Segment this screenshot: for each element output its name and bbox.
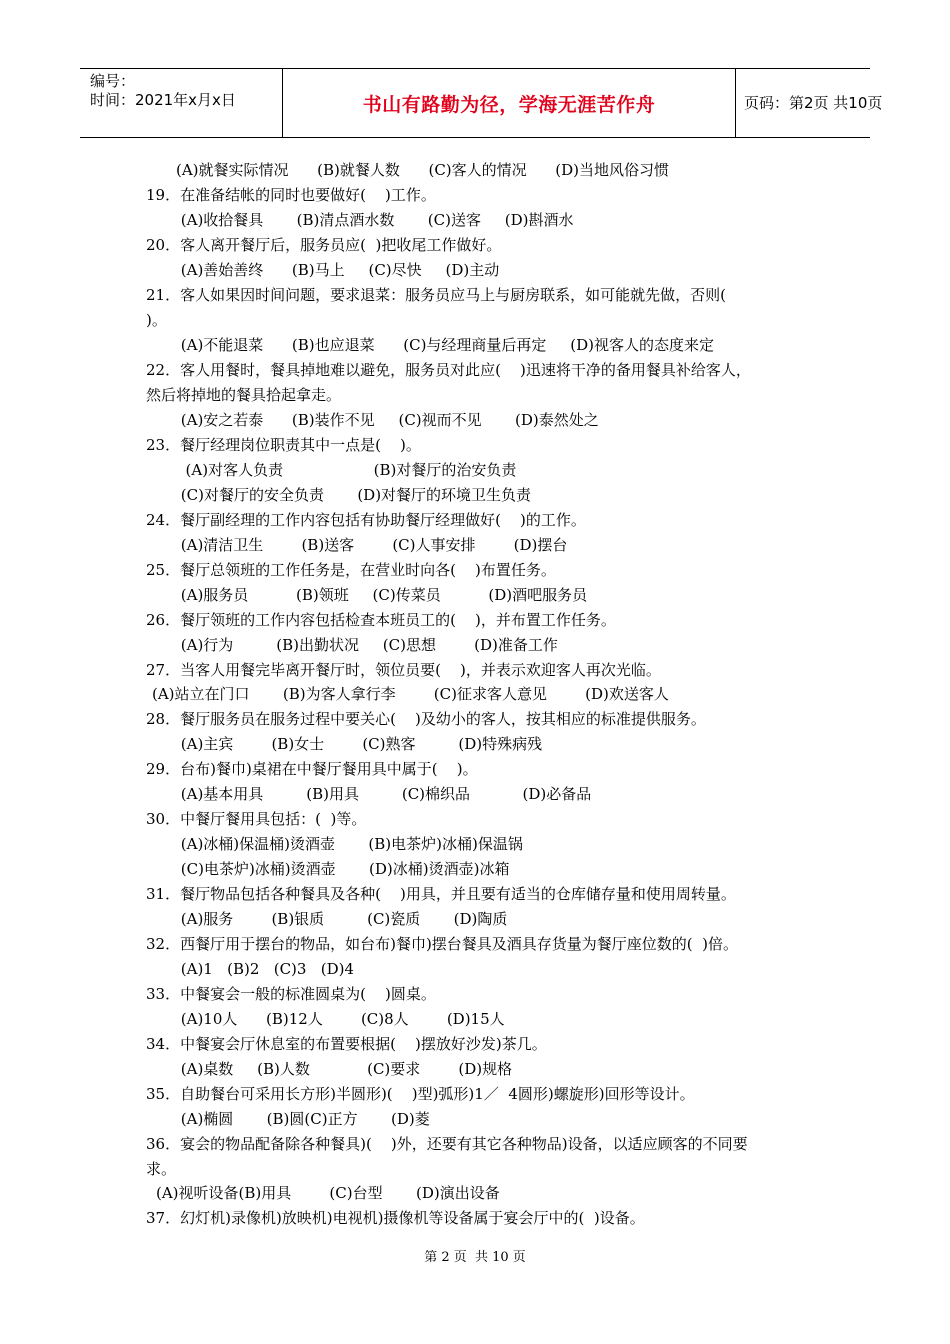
options-line: (C)电茶炉)冰桶)烫酒壶 (D)冰桶)烫酒壶)冰箱	[176, 860, 510, 878]
options-line: (A)基本用具 (B)用具 (C)棉织品 (D)必备品	[176, 785, 592, 803]
options-line: (A)服务 (B)银质 (C)瓷质 (D)陶质	[176, 910, 508, 928]
question-line: 35．自助餐台可采用长方形)半圆形)( )型)弧形)1／ 4圆形)螺旋形)回形等设计。	[146, 1085, 695, 1103]
question-line: 24．餐厅副经理的工作内容包括有协助餐厅经理做好( )的工作。	[146, 511, 586, 529]
text-line: (A)就餐实际情况 (B)就餐人数 (C)客人的情况 (D)当地风俗习惯	[176, 161, 670, 179]
question-line-continued: 然后将掉地的餐具拾起拿走。	[146, 386, 342, 404]
document-date-label: 时间：2021年x月x日	[90, 91, 236, 109]
options-line: (A)善始善终 (B)马上 (C)尽快 (D)主动	[176, 261, 500, 279]
options-line: (A)桌数 (B)人数 (C)要求 (D)规格	[176, 1060, 513, 1078]
options-line: (A)服务员 (B)领班 (C)传菜员 (D)酒吧服务员	[176, 586, 588, 604]
question-line: 28．餐厅服务员在服务过程中要关心( )及幼小的客人，按其相应的标准提供服务。	[146, 710, 706, 728]
options-line: (A)行为 (B)出勤状况 (C)思想 (D)准备工作	[176, 636, 558, 654]
question-line: 33．中餐宴会一般的标准圆桌为( )圆桌。	[146, 985, 436, 1003]
question-line: 32．西餐厅用于摆台的物品，如台布)餐巾)摆台餐具及酒具存货量为餐厅座位数的( )倍。	[146, 935, 739, 953]
options-line: (A)1 (B)2 (C)3 (D)4	[176, 960, 355, 978]
options-line: (A)视听设备(B)用具 (C)台型 (D)演出设备	[156, 1184, 500, 1202]
header-motto: 书山有路勤为径，学海无涯苦作舟	[362, 93, 656, 116]
question-line: 20．客人离开餐厅后，服务员应( )把收尾工作做好。	[146, 236, 502, 254]
options-line: (A)清洁卫生 (B)送客 (C)人事安排 (D)摆台	[176, 536, 568, 554]
header-page-number: 页码：第2页 共10页	[744, 93, 883, 112]
question-line: 34．中餐宴会厅休息室的布置要根据( )摆放好沙发)茶几。	[146, 1035, 547, 1053]
options-line: (A)不能退菜 (B)也应退菜 (C)与经理商量后再定 (D)视客人的态度来定	[176, 336, 715, 354]
options-line: (A)10人 (B)12人 (C)8人 (D)15人	[176, 1010, 505, 1028]
options-line: (A)收拾餐具 (B)清点酒水数 (C)送客 (D)斟酒水	[176, 211, 574, 229]
options-line: (A)主宾 (B)女士 (C)熟客 (D)特殊病残	[176, 735, 543, 753]
question-line-continued: 求。	[146, 1160, 177, 1178]
page-header	[80, 68, 883, 138]
question-line: 23．餐厅经理岗位职责其中一点是( )。	[146, 436, 421, 454]
options-line: (A)冰桶)保温桶)烫酒壶 (B)电茶炉)冰桶)保温锅	[176, 835, 523, 853]
question-line: 29．台布)餐巾)桌裙在中餐厅餐用具中属于( )。	[146, 760, 478, 778]
header-motto-cell	[282, 69, 736, 137]
question-line: 19．在准备结帐的同时也要做好( )工作。	[146, 186, 436, 204]
options-line: (C)对餐厅的安全负责 (D)对餐厅的环境卫生负责	[176, 486, 532, 504]
question-line: 37．幻灯机)录像机)放映机)电视机)摄像机等设备属于宴会厅中的( )设备。	[146, 1209, 645, 1227]
header-page-cell	[736, 69, 883, 137]
question-line-continued: )。	[146, 311, 167, 329]
question-line: 27．当客人用餐完毕离开餐厅时，领位员要( )，并表示欢迎客人再次光临。	[146, 661, 661, 679]
options-line: (A)安之若泰 (B)装作不见 (C)视而不见 (D)泰然处之	[176, 411, 599, 429]
options-line: (A)站立在门口 (B)为客人拿行李 (C)征求客人意见 (D)欢送客人	[152, 685, 669, 703]
page-footer: 第 2 页 共 10 页	[424, 1250, 526, 1265]
question-line: 21．客人如果因时间问题，要求退菜：服务员应马上与厨房联系，如可能就先做，否则(	[146, 286, 726, 304]
question-line: 36．宴会的物品配备除各种餐具)( )外，还要有其它各种物品)设备，以适应顾客的不同要	[146, 1135, 748, 1153]
options-line: (A)椭圆 (B)圆(C)正方 (D)菱	[176, 1110, 430, 1128]
document-code-label: 编号：	[90, 72, 136, 90]
question-line: 30．中餐厅餐用具包括：( )等。	[146, 810, 367, 828]
question-line: 26．餐厅领班的工作内容包括检查本班员工的( )，并布置工作任务。	[146, 611, 616, 629]
header-info-cell	[80, 69, 282, 137]
question-line: 22．客人用餐时，餐具掉地难以避免，服务员对此应( )迅速将干净的备用餐具补给客人，	[146, 361, 751, 379]
question-line: 31．餐厅物品包括各种餐具及各种( )用具，并且要有适当的仓库储存量和使用周转量。	[146, 885, 736, 903]
options-line: (A)对客人负责 (B)对餐厅的治安负责	[176, 461, 517, 479]
question-line: 25．餐厅总领班的工作任务是，在营业时向各( )布置任务。	[146, 561, 556, 579]
